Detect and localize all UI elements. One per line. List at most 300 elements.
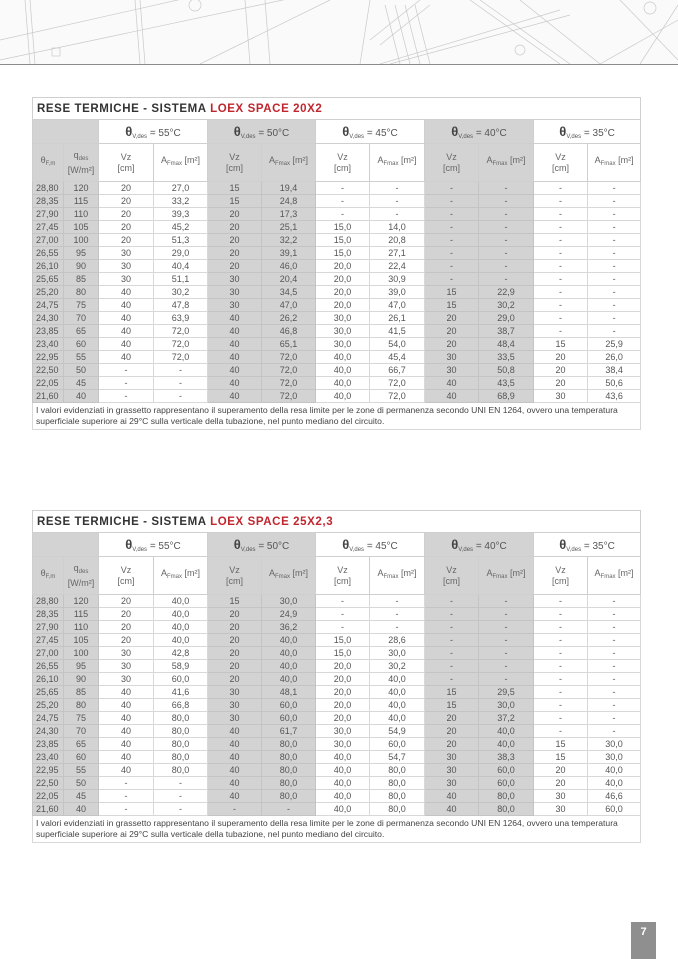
- table-cell: 30,2: [479, 299, 534, 312]
- header-a-fmax: $A_{Fmax}$ [m²]: [262, 557, 316, 595]
- table-row: [33, 764, 641, 777]
- table-row: [33, 234, 641, 247]
- table-cell: -: [99, 364, 154, 377]
- table-cell: 40: [208, 751, 262, 764]
- table-cell: -: [534, 712, 588, 725]
- table-row: [33, 608, 641, 621]
- table-cell: 40: [208, 312, 262, 325]
- table-cell: 54,0: [370, 338, 425, 351]
- table-cell: 15: [534, 338, 588, 351]
- table-cell: 63,9: [154, 312, 208, 325]
- table-cell: -: [154, 364, 208, 377]
- table-cell: 40: [99, 286, 154, 299]
- header-a-fmax: $A_{Fmax}$ [m²]: [479, 144, 534, 182]
- table-cell: 80,0: [154, 725, 208, 738]
- header-theta-fm: $\theta_{F,m}$: [33, 144, 64, 182]
- table-title-system: LOEX SPACE 25X2,3: [210, 515, 334, 528]
- table-cell: 25,65: [33, 273, 64, 286]
- table-cell: 20: [425, 738, 479, 751]
- table-cell: 40,0: [316, 803, 370, 816]
- table-cell: 72,0: [370, 377, 425, 390]
- table-row: [33, 221, 641, 234]
- temperature-value: = 50°C: [258, 540, 290, 552]
- table-cell: 27,00: [33, 647, 64, 660]
- table-cell: 105: [64, 634, 99, 647]
- table-cell: -: [370, 608, 425, 621]
- table-row: [33, 325, 641, 338]
- theta-symbol: θ: [342, 536, 350, 552]
- table-cell: 30,0: [370, 647, 425, 660]
- header-a-fmax: $A_{Fmax}$ [m²]: [154, 144, 208, 182]
- table-cell: 40,0: [262, 647, 316, 660]
- table-cell: 30,9: [370, 273, 425, 286]
- header-empty: [33, 120, 99, 144]
- table-cell: 80,0: [154, 738, 208, 751]
- table-cell: 30: [208, 712, 262, 725]
- temperature-value: = 50°C: [258, 127, 290, 139]
- table-cell: 80,0: [262, 751, 316, 764]
- table-cell: 30: [99, 247, 154, 260]
- table-cell: 65: [64, 325, 99, 338]
- table-cell: 20,0: [316, 299, 370, 312]
- table-cell: 40: [208, 325, 262, 338]
- table-cell: 90: [64, 673, 99, 686]
- table-cell: 46,6: [588, 790, 641, 803]
- table-cell: 20,0: [316, 273, 370, 286]
- theta-subscript: V,des: [349, 133, 365, 140]
- table-cell: 28,80: [33, 182, 64, 195]
- table-cell: -: [534, 208, 588, 221]
- table-cell: 54,7: [370, 751, 425, 764]
- table-cell: 15,0: [316, 221, 370, 234]
- table-row: [33, 790, 641, 803]
- table-cell: 28,35: [33, 608, 64, 621]
- table-cell: 115: [64, 608, 99, 621]
- table-cell: 110: [64, 208, 99, 221]
- table-cell: 15,0: [316, 247, 370, 260]
- header-vz: Vz [cm]: [99, 144, 154, 182]
- table-cell: 58,9: [154, 660, 208, 673]
- table-cell: 22,4: [370, 260, 425, 273]
- header-temperature-group: [534, 120, 641, 144]
- table-cell: 80,0: [479, 790, 534, 803]
- table-cell: 80: [64, 699, 99, 712]
- header-temperature-group: [425, 120, 534, 144]
- table-cell: -: [479, 634, 534, 647]
- table-cell: 30,0: [316, 325, 370, 338]
- table-cell: 30: [425, 351, 479, 364]
- table-cell: 115: [64, 195, 99, 208]
- table-cell: -: [316, 182, 370, 195]
- table-cell: -: [425, 260, 479, 273]
- table-cell: 66,8: [154, 699, 208, 712]
- table-cell: -: [479, 608, 534, 621]
- table-cell: 90: [64, 260, 99, 273]
- table-cell: 20: [208, 260, 262, 273]
- table-title-prefix: RESE TERMICHE - SISTEMA: [37, 102, 211, 115]
- table-cell: 30: [534, 390, 588, 403]
- table-cell: -: [425, 673, 479, 686]
- table-cell: -: [154, 803, 208, 816]
- table-row: [33, 312, 641, 325]
- table-cell: 20: [425, 712, 479, 725]
- table-cell: 55: [64, 351, 99, 364]
- table-cell: 47,8: [154, 299, 208, 312]
- table-cell: 36,2: [262, 621, 316, 634]
- table-cell: 40,0: [154, 634, 208, 647]
- table-cell: 24,9: [262, 608, 316, 621]
- table-cell: 80,0: [370, 790, 425, 803]
- header-temperature-group: [316, 120, 425, 144]
- table-cell: -: [479, 660, 534, 673]
- theta-symbol: θ: [451, 123, 459, 139]
- table-cell: -: [99, 390, 154, 403]
- header-temperature-group: [99, 533, 208, 557]
- table-cell: 80,0: [262, 764, 316, 777]
- table-cell: 20,0: [316, 660, 370, 673]
- table-cell: 80,0: [370, 803, 425, 816]
- table-cell: 40: [99, 299, 154, 312]
- table-cell: 20: [534, 364, 588, 377]
- table-cell: -: [316, 621, 370, 634]
- header-vz: Vz [cm]: [208, 144, 262, 182]
- table-cell: 40,0: [588, 764, 641, 777]
- table-cell: 27,00: [33, 234, 64, 247]
- table-cell: 30,0: [316, 338, 370, 351]
- table-cell: 40: [425, 790, 479, 803]
- table-cell: 80,0: [370, 764, 425, 777]
- table-cell: 21,60: [33, 390, 64, 403]
- table-cell: 50,8: [479, 364, 534, 377]
- table-cell: -: [588, 325, 641, 338]
- table-cell: 51,3: [154, 234, 208, 247]
- table-cell: 38,3: [479, 751, 534, 764]
- table-row: [33, 738, 641, 751]
- table-cell: -: [588, 299, 641, 312]
- table-cell: 105: [64, 221, 99, 234]
- header-vz: Vz [cm]: [99, 557, 154, 595]
- table-cell: 40,0: [262, 673, 316, 686]
- table-cell: 25,20: [33, 699, 64, 712]
- table-cell: 70: [64, 725, 99, 738]
- table-cell: 60: [64, 751, 99, 764]
- table-cell: -: [534, 725, 588, 738]
- table-cell: 40,0: [370, 712, 425, 725]
- table-cell: 22,95: [33, 351, 64, 364]
- table-cell: 75: [64, 712, 99, 725]
- table-cell: 39,1: [262, 247, 316, 260]
- table-row: [33, 351, 641, 364]
- table-cell: 80: [64, 286, 99, 299]
- table-row: [33, 751, 641, 764]
- table-cell: 20,0: [316, 712, 370, 725]
- table-cell: 72,0: [154, 325, 208, 338]
- table-cell: 30,2: [154, 286, 208, 299]
- table-cell: 40,0: [588, 777, 641, 790]
- table-row: [33, 803, 641, 816]
- table-cell: -: [370, 621, 425, 634]
- table-cell: 20: [208, 621, 262, 634]
- table-cell: 40,4: [154, 260, 208, 273]
- table-cell: 20: [208, 634, 262, 647]
- table-cell: 61,7: [262, 725, 316, 738]
- table-cell: 85: [64, 686, 99, 699]
- table-row: [33, 377, 641, 390]
- table-cell: 47,0: [370, 299, 425, 312]
- table-cell: 48,4: [479, 338, 534, 351]
- table-cell: 30,0: [262, 595, 316, 608]
- table-cell: 80,0: [154, 764, 208, 777]
- table-cell: -: [588, 725, 641, 738]
- table-cell: 40: [99, 738, 154, 751]
- table-cell: -: [479, 221, 534, 234]
- table-cell: -: [479, 247, 534, 260]
- table-cell: -: [425, 608, 479, 621]
- table-cell: -: [534, 234, 588, 247]
- table-cell: -: [588, 247, 641, 260]
- table-cell: -: [425, 647, 479, 660]
- table-row: [33, 195, 641, 208]
- table-cell: 20: [534, 377, 588, 390]
- table-cell: 30: [534, 790, 588, 803]
- table-cell: 68,9: [479, 390, 534, 403]
- table-cell: 40: [208, 738, 262, 751]
- table-cell: 66,7: [370, 364, 425, 377]
- table-cell: 17,3: [262, 208, 316, 221]
- table-cell: 40: [208, 725, 262, 738]
- table-cell: -: [316, 208, 370, 221]
- temperature-value: = 45°C: [366, 127, 398, 139]
- table-cell: 30: [534, 803, 588, 816]
- theta-subscript: V,des: [240, 546, 256, 553]
- table-cell: 41,6: [154, 686, 208, 699]
- table-cell: 27,90: [33, 621, 64, 634]
- table-cell: -: [534, 260, 588, 273]
- theta-subscript: V,des: [240, 133, 256, 140]
- table-cell: 25,65: [33, 686, 64, 699]
- table-cell: 28,35: [33, 195, 64, 208]
- table-cell: 20,8: [370, 234, 425, 247]
- header-vz: Vz [cm]: [316, 557, 370, 595]
- table-cell: 60,0: [479, 764, 534, 777]
- table-cell: 33,5: [479, 351, 534, 364]
- table-cell: 60: [64, 338, 99, 351]
- table-cell: 40: [99, 325, 154, 338]
- table-cell: 20: [208, 221, 262, 234]
- table-cell: 20,0: [316, 260, 370, 273]
- table-cell: 40,0: [316, 751, 370, 764]
- table-cell: 39,3: [154, 208, 208, 221]
- table-cell: 80,0: [262, 777, 316, 790]
- temperature-value: = 45°C: [366, 540, 398, 552]
- table-cell: -: [154, 377, 208, 390]
- table-cell: 40,0: [316, 377, 370, 390]
- table-cell: 40,0: [262, 660, 316, 673]
- table-cell: 50,6: [588, 377, 641, 390]
- table-cell: 25,20: [33, 286, 64, 299]
- table-cell: -: [370, 595, 425, 608]
- table-cell: 45,4: [370, 351, 425, 364]
- table-cell: -: [588, 699, 641, 712]
- theta-subscript: V,des: [566, 133, 582, 140]
- table-cell: 28,6: [370, 634, 425, 647]
- table-cell: -: [370, 182, 425, 195]
- table-cell: 30: [425, 777, 479, 790]
- header-a-fmax: $A_{Fmax}$ [m²]: [588, 144, 641, 182]
- table-cell: 100: [64, 647, 99, 660]
- table-footnote: I valori evidenziati in grassetto rappresentano il superamento della resa limite per le zone di permanenza secondo UNI EN 1264, ovvero una temperatura superficiale superiore ai 29°C sulla verticale della tubazione, nel punto mediano del circuito.: [33, 816, 641, 843]
- header-temperature-group: [208, 120, 316, 144]
- table-cell: -: [479, 208, 534, 221]
- table-cell: 43,5: [479, 377, 534, 390]
- header-vz: Vz [cm]: [208, 557, 262, 595]
- table-cell: 40: [99, 751, 154, 764]
- table-cell: 20: [99, 634, 154, 647]
- table-cell: 72,0: [154, 351, 208, 364]
- table-cell: 22,05: [33, 377, 64, 390]
- table-cell: 48,1: [262, 686, 316, 699]
- table-cell: 80,0: [370, 777, 425, 790]
- header-theta-fm: $\theta_{F,m}$: [33, 557, 64, 595]
- table-cell: -: [588, 686, 641, 699]
- table-loex-space-20x2: [32, 97, 640, 430]
- table-cell: -: [99, 377, 154, 390]
- table-cell: 20: [534, 764, 588, 777]
- table-cell: 27,0: [154, 182, 208, 195]
- table-cell: 29,0: [479, 312, 534, 325]
- table-cell: -: [534, 299, 588, 312]
- table-cell: -: [534, 273, 588, 286]
- theta-subscript: V,des: [458, 133, 474, 140]
- table-cell: 95: [64, 247, 99, 260]
- table-cell: 20: [208, 647, 262, 660]
- table-cell: 40: [99, 351, 154, 364]
- table-cell: 60,0: [479, 777, 534, 790]
- table-cell: -: [588, 621, 641, 634]
- table-cell: 37,2: [479, 712, 534, 725]
- table-cell: 43,6: [588, 390, 641, 403]
- table-cell: 42,8: [154, 647, 208, 660]
- table-cell: 40: [208, 764, 262, 777]
- table-cell: 40,0: [370, 673, 425, 686]
- table-cell: 75: [64, 299, 99, 312]
- table-cell: 40,0: [316, 351, 370, 364]
- header-temperature-group: [425, 533, 534, 557]
- table-cell: 40,0: [154, 621, 208, 634]
- table-title-system: LOEX SPACE 20X2: [210, 102, 323, 115]
- header-vz: Vz [cm]: [534, 144, 588, 182]
- table-cell: 26,55: [33, 247, 64, 260]
- table-cell: 26,0: [588, 351, 641, 364]
- table-cell: 26,1: [370, 312, 425, 325]
- table-cell: 20: [99, 195, 154, 208]
- temperature-value: = 40°C: [475, 540, 507, 552]
- table-cell: 40: [208, 777, 262, 790]
- table-cell: 51,1: [154, 273, 208, 286]
- table-cell: 70: [64, 312, 99, 325]
- table-cell: 30: [208, 286, 262, 299]
- table-cell: 15: [425, 686, 479, 699]
- table-cell: -: [425, 247, 479, 260]
- table-cell: 15: [208, 195, 262, 208]
- table-cell: -: [479, 260, 534, 273]
- table-row: [33, 634, 641, 647]
- table-cell: -: [588, 673, 641, 686]
- table-cell: 47,0: [262, 299, 316, 312]
- table-cell: -: [316, 608, 370, 621]
- table-cell: 40,0: [154, 595, 208, 608]
- table-cell: -: [479, 195, 534, 208]
- table-row: [33, 725, 641, 738]
- table-cell: 40: [425, 377, 479, 390]
- table-cell: 20: [99, 621, 154, 634]
- table-cell: 80,0: [154, 751, 208, 764]
- table-cell: -: [99, 803, 154, 816]
- table-cell: 40: [208, 364, 262, 377]
- header-empty: [33, 533, 99, 557]
- header-temperature-group: [208, 533, 316, 557]
- table-cell: -: [425, 634, 479, 647]
- table-cell: 15: [534, 751, 588, 764]
- table-cell: -: [479, 673, 534, 686]
- table-row: [33, 260, 641, 273]
- table-cell: 23,40: [33, 338, 64, 351]
- table-cell: 26,2: [262, 312, 316, 325]
- table-cell: 80,0: [479, 803, 534, 816]
- table-cell: 40,0: [316, 764, 370, 777]
- table-cell: 30: [99, 647, 154, 660]
- table-cell: 22,50: [33, 364, 64, 377]
- table-cell: 24,30: [33, 725, 64, 738]
- table-cell: 20,0: [316, 673, 370, 686]
- table-row: [33, 338, 641, 351]
- table-cell: 40,0: [154, 608, 208, 621]
- blueprint-sketch-image: [0, 0, 678, 64]
- table-cell: 40,0: [370, 686, 425, 699]
- table-cell: 20,0: [316, 286, 370, 299]
- table-cell: 40: [208, 790, 262, 803]
- header-q-des: $q_{des}$ [W/m²]: [64, 144, 99, 182]
- table-cell: 30,0: [479, 699, 534, 712]
- table-cell: 30: [208, 686, 262, 699]
- table-cell: -: [479, 595, 534, 608]
- table-cell: 20: [208, 208, 262, 221]
- table-cell: -: [534, 686, 588, 699]
- table-cell: 30: [425, 751, 479, 764]
- table-cell: 23,85: [33, 325, 64, 338]
- table-cell: -: [588, 660, 641, 673]
- thermal-yield-table: [32, 510, 641, 843]
- theta-subscript: V,des: [132, 133, 148, 140]
- table-cell: 120: [64, 595, 99, 608]
- table-cell: -: [588, 595, 641, 608]
- table-cell: 25,1: [262, 221, 316, 234]
- table-cell: -: [534, 595, 588, 608]
- table-cell: 55: [64, 764, 99, 777]
- table-cell: -: [534, 608, 588, 621]
- table-cell: -: [425, 595, 479, 608]
- table-cell: 15,0: [316, 647, 370, 660]
- theta-symbol: θ: [125, 536, 133, 552]
- theta-subscript: V,des: [349, 546, 365, 553]
- table-cell: 40: [99, 764, 154, 777]
- table-cell: 23,85: [33, 738, 64, 751]
- table-cell: -: [479, 273, 534, 286]
- table-cell: -: [588, 182, 641, 195]
- theta-symbol: θ: [342, 123, 350, 139]
- table-cell: 54,9: [370, 725, 425, 738]
- table-cell: 27,45: [33, 634, 64, 647]
